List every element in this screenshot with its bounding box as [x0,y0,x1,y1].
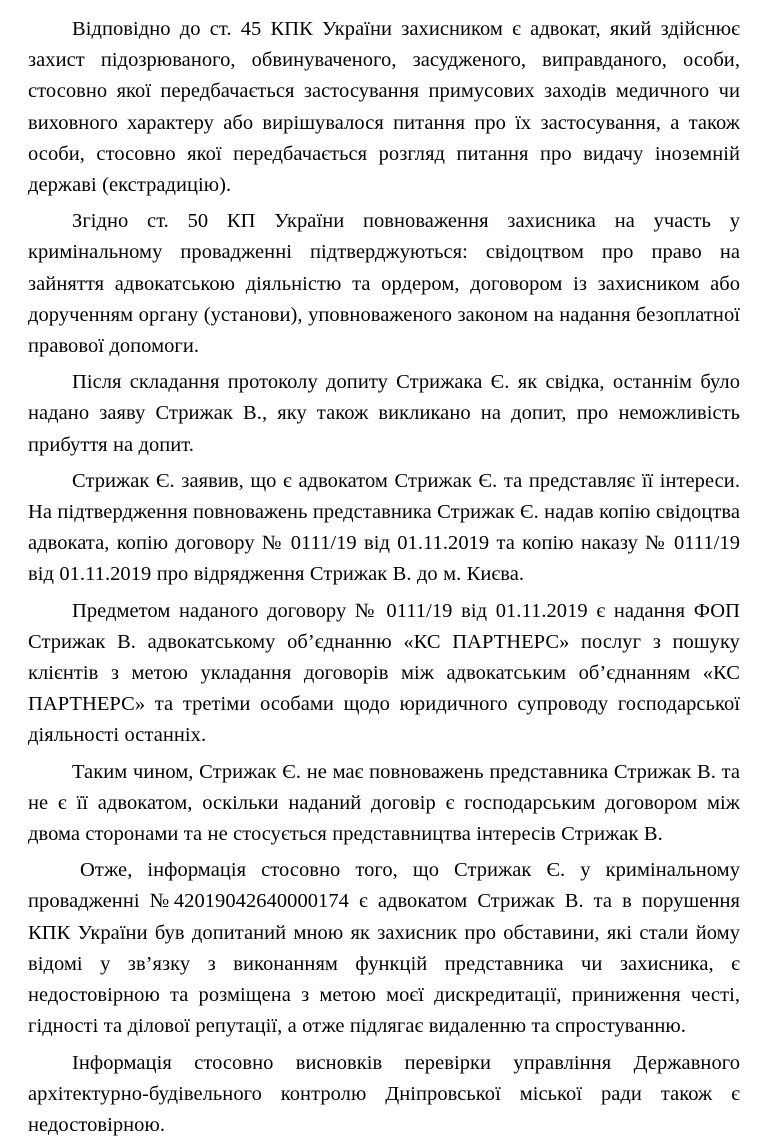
paragraph-7: Отже, інформація стосовно того, що Стрижак Є. у кримінальному провадженні №42019042640000174 є адвокатом Стрижак В. та в порушення КПК України був допитаний мною як захисник про обставини, які стали йому відомі у зв’язку з виконанням функцій представника чи захисника, є недостовірною та розміщена з метою моєї дискредитації, приниження честі, гідності та ділової репутації, а отже підлягає видаленню та спростуванню. [28,855,740,1042]
paragraph-8: Інформація стосовно висновків перевірки управління Державного архітектурно-будівельного контролю Дніпровської міської ради також є недостовірною. [28,1048,740,1141]
paragraph-1: Відповідно до ст. 45 КПК України захисником є адвокат, який здійснює захист підозрюваного, обвинуваченого, засудженого, виправданого, особи, стосовно якої передбачається застосування примусових заходів медичного чи виховного характеру або вирішувалося питання про їх застосування, а також особи, стосовно якої передбачається розгляд питання про видачу іноземній державі (екстрадицію). [28,14,740,201]
document-body [28,14,740,1141]
paragraph-3: Після складання протоколу допиту Стрижака Є. як свідка, останнім було надано заяву Стрижак В., яку також викликано на допит, про неможливість прибуття на допит. [28,367,740,461]
paragraph-4: Стрижак Є. заявив, що є адвокатом Стрижак Є. та представляє її інтереси. На підтвердження повноважень представника Стрижак Є. надав копію свідоцтва адвоката, копію договору № 0111/19 від 01.11.2019 та копію наказу № 0111/19 від 01.11.2019 про відрядження Стрижак В. до м. Києва. [28,466,740,591]
paragraph-6: Таким чином, Стрижак Є. не має повноважень представника Стрижак В. та не є її адвокатом, оскільки наданий договір є господарським договором між двома сторонами та не стосується представництва інтересів Стрижак В. [28,757,740,851]
paragraph-5: Предметом наданого договору № 0111/19 від 01.11.2019 є надання ФОП Стрижак В. адвокатському об’єднанню «КС ПАРТНЕРС» послуг з пошуку клієнтів з метою укладання договорів між адвокатським об’єднанням «КС ПАРТНЕРС» та третіми особами щодо юридичного супроводу господарської діяльності останніх. [28,596,740,752]
paragraph-2: Згідно ст. 50 КП України повноваження захисника на участь у кримінальному провадженні підтверджуються: свідоцтвом про право на зайняття адвокатською діяльністю та ордером, договором із захисником або дорученням органу (установи), уповноваженого законом на надання безоплатної правової допомоги. [28,206,740,362]
